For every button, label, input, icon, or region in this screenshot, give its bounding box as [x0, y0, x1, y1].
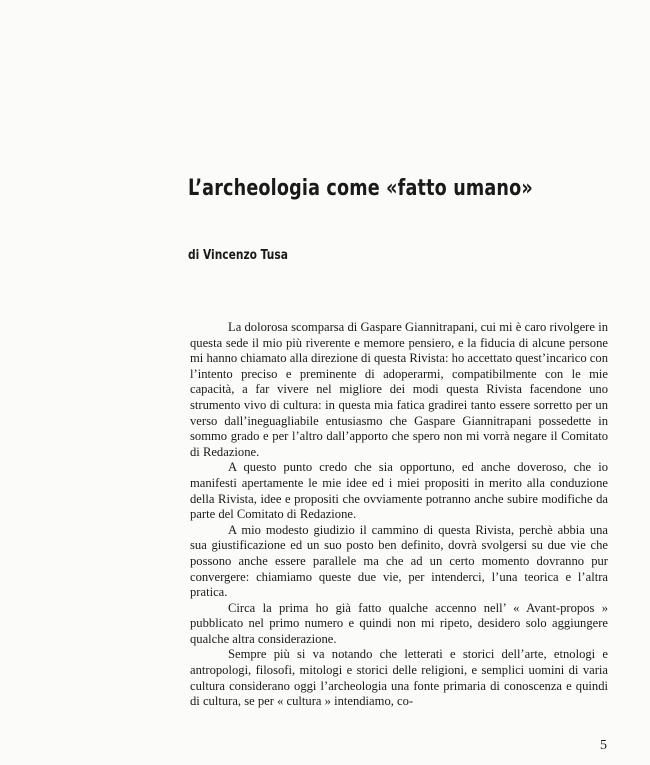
page-number: 5 [600, 738, 607, 753]
paragraph: Circa la prima ho già fatto qualche accenno nell’ « Avant-propos » pubblicato nel primo numero e quindi non mi ripeto, desidero solo aggiungere qualche altra considerazione. [190, 600, 608, 646]
paragraph: La dolorosa scomparsa di Gaspare Giannitrapani, cui mi è caro rivolgere in questa sede il mio più riverente e memore pensiero, e la fiducia di alcune persone mi hanno chiamato alla direzione di questa Rivista: ho accettato quest’incarico con l’intento preciso e preminente di adoperarmi, compatibilmente con le mie capacità, a far vivere nel migliore dei modi questa Rivista facendone uno strumento vivo di cultura: in questa mia fatica gradirei tanto essere sorretto per un verso dall’ineguagliabile entusiasmo che Gaspare Giannitrapani possedette in sommo grado e per l’altro dall’apporto che spero non mi vorrà negare il Comitato di Redazione. [190, 320, 608, 459]
article-title: L’archeologia come «fatto umano» [188, 176, 533, 201]
paragraph: A mio modesto giudizio il cammino di questa Rivista, perchè abbia una sua giustificazione ed un suo posto ben definito, dovrà svolgersi su due vie che possono anche essere parallele ma che ad un certo momento dovranno pur convergere: chiamiamo queste due vie, per intenderci, l’una teorica e l’altra pratica. [190, 522, 608, 600]
article-body [190, 320, 608, 710]
paragraph: Sempre più si va notando che letterati e storici dell’arte, etnologi e antropologi, filosofi, mitologi e storici delle religioni, e semplici uomini di varia cultura considerano oggi l’archeologia una fonte primaria di conoscenza e quindi di cultura, se per « cultura » intendiamo, co- [190, 647, 608, 709]
paragraph: A questo punto credo che sia opportuno, ed anche doveroso, che io manifesti apertamente le mie idee ed i miei propositi in merito alla conduzione della Rivista, idee e propositi che ovviamente potranno anche subire modifiche da parte del Comitato di Redazione. [190, 460, 608, 522]
article-author: di Vincenzo Tusa [188, 248, 288, 263]
